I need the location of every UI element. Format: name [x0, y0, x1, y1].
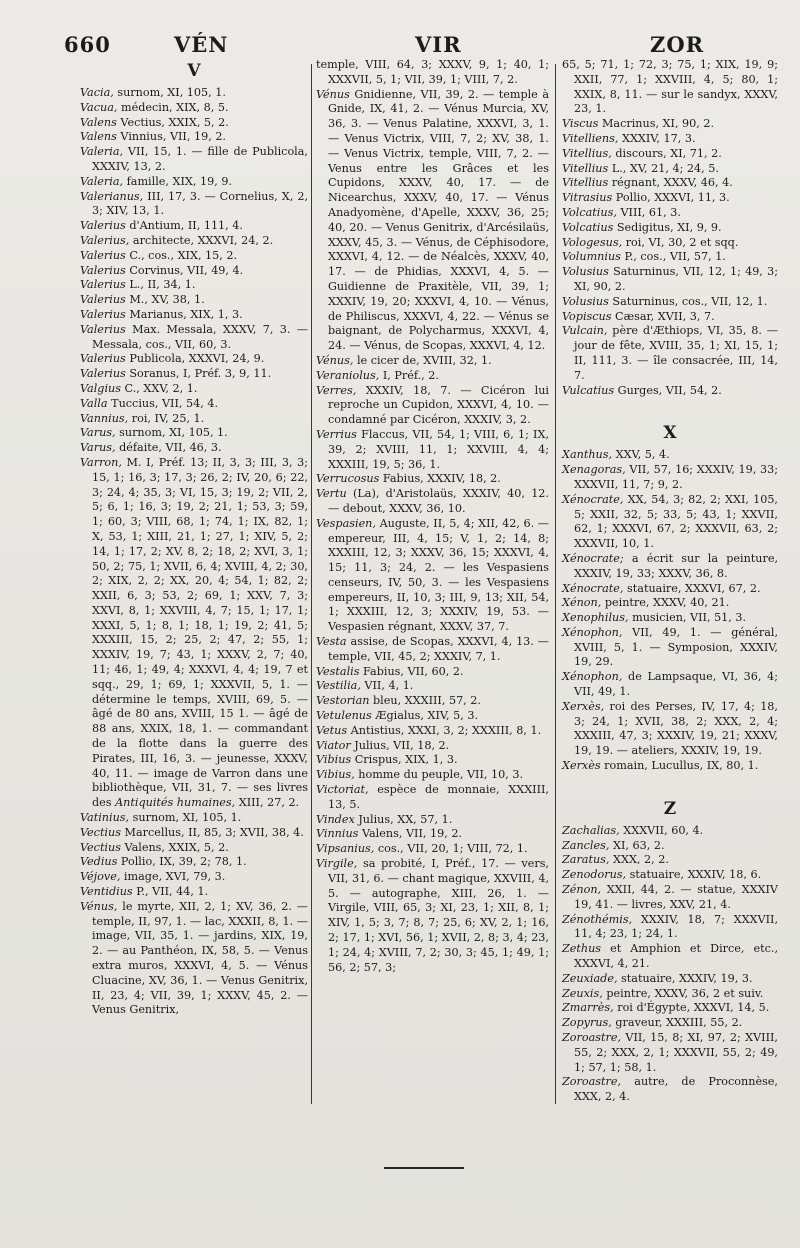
entry-references: Publicola, XXXVI, 24, 9. — [125, 352, 265, 366]
index-entry — [80, 826, 308, 841]
entry-term: Vindex — [316, 812, 355, 826]
entry-term: Zaratus, — [562, 853, 610, 867]
entry-term: Zénothémis, — [562, 912, 633, 926]
entry-references: 65, 5; 71, 1; 72, 3; 75, 1; XIX, 19, 9; XXII, 77, 1; XXVIII, 4, 5; 80, 1; XXIX, 8, 11. — sur le sandyx, XXXV, 23, 1. — [562, 58, 778, 116]
entry-term: Valerius — [80, 248, 126, 262]
entry-term: Vulcatius — [562, 383, 615, 397]
index-entry — [80, 278, 308, 293]
index-entry — [562, 759, 778, 774]
index-entry — [562, 463, 778, 493]
index-column-2 — [316, 58, 549, 975]
entry-references: peintre, XXXV, 36, 2 et suiv. — [602, 986, 764, 1000]
entry-term: Valerius — [80, 322, 126, 336]
entry-term: Valgius — [80, 381, 121, 395]
entry-term: Xenophilus, — [562, 611, 629, 625]
index-entry — [562, 972, 778, 987]
index-entry — [316, 635, 549, 665]
entry-term: Zenodorus, — [562, 868, 627, 882]
entry-references: XXXVII, 60, 4. — [619, 823, 704, 837]
entry-references: roi des Perses, IV, 17, 4; 18, 3; 24, 1; XVII, 38, 2; XXX, 2, 4; XXXIII, 47, 3; XXXIV, 19, 21; XXXV, 19, 19. — ateliers, XXXIV, 19, 19. — [574, 699, 778, 758]
entries-list — [562, 824, 778, 1105]
entry-term: Vitellius — [562, 176, 609, 190]
index-entry — [316, 813, 549, 828]
entry-term: Valens — [80, 130, 117, 144]
index-entry — [80, 382, 308, 397]
entry-references: bleu, XXXIII, 57, 2. — [369, 694, 481, 708]
entry-references: Macrinus, XI, 90, 2. — [598, 117, 715, 131]
entry-references: XXXIV, 18, 7; XXXVII, 11, 4; 23, 1; 24, 1. — [574, 912, 778, 941]
entry-term: Ventidius — [80, 885, 133, 899]
entry-references: Fabius, XXXIV, 18, 2. — [379, 472, 501, 486]
index-entry — [80, 441, 308, 456]
footer-rule — [384, 1167, 464, 1169]
entry-references: Pollio, IX, 39, 2; 78, 1. — [117, 855, 247, 869]
entry-references: VII, 4, 1. — [360, 679, 414, 693]
entry-references: père d'Æthiops, VI, 35, 8. — jour de fête, XVIII, 35, 1; XI, 15, 1; II, 111, 3. — île consacrée, III, 14, 7. — [574, 324, 778, 382]
index-entry — [562, 913, 778, 943]
entry-term: Zeuxis, — [562, 986, 603, 1000]
entry-term: Volumnius — [562, 250, 621, 264]
entry-references: VII, 49, 1. — général, XVIII, 5, 1. — Symposion, XXXIV, 19, 29. — [574, 625, 778, 669]
entry-term: Zénon, — [562, 883, 602, 897]
index-entry — [316, 739, 549, 754]
index-entry — [316, 724, 549, 739]
entry-references: XXX, 2, 2. — [609, 853, 669, 867]
index-entry — [562, 206, 778, 221]
entry-references: défaite, VII, 46, 3. — [115, 441, 222, 455]
entry-references: statuaire, XXXIV, 18, 6. — [626, 868, 762, 882]
entry-term: Vibius — [316, 753, 352, 767]
entry-references: espèce de monnaie, XXXIII, 13, 5. — [328, 783, 549, 811]
header-middle-keyword: VIR — [415, 32, 462, 57]
page-number: 660 — [64, 32, 111, 57]
index-entry — [562, 942, 778, 972]
index-entry — [80, 249, 308, 264]
index-entry — [562, 58, 778, 117]
entry-term: Valla — [80, 396, 108, 410]
index-entry — [316, 753, 549, 768]
index-entry — [562, 384, 778, 399]
index-entry — [316, 428, 549, 472]
index-entry — [80, 264, 308, 279]
entry-references: image, XVI, 79, 3. — [120, 870, 226, 884]
entry-term: Xénophon, — [562, 670, 623, 684]
entry-references: Sedigitus, XI, 9, 9. — [613, 220, 722, 234]
entry-references: surnom, XI, 105, 1. — [129, 811, 242, 825]
entry-references: régnant, XXXV, 46, 4. — [608, 176, 733, 190]
index-column-3 — [562, 58, 778, 1105]
index-entry — [562, 147, 778, 162]
index-entry — [80, 870, 308, 885]
entries-list — [562, 448, 778, 774]
index-entry — [562, 987, 778, 1002]
index-entry — [316, 827, 549, 842]
entry-term: Vatinius, — [80, 811, 130, 825]
entry-references: III, 17, 3. — Cornelius, X, 2, 3; XIV, 13, 1. — [92, 189, 308, 218]
index-entry — [80, 219, 308, 234]
entry-term: Valeria, — [80, 174, 124, 188]
index-entry — [80, 145, 308, 175]
index-entry — [316, 679, 549, 694]
index-entry — [316, 487, 549, 517]
entry-term: Vestilia, — [316, 679, 361, 693]
entry-references: surnom, XI, 105, 1. — [113, 86, 226, 99]
entry-term: Vitrasius — [562, 191, 613, 205]
entry-term: Volcatius, — [562, 205, 617, 219]
entry-references: C., XXV, 2, 1. — [121, 381, 198, 395]
entry-references: roi, VI, 30, 2 et sqq. — [622, 235, 739, 249]
entry-term: Varron, — [80, 455, 122, 469]
entry-term: Vopiscus — [562, 309, 612, 323]
index-entry — [80, 101, 308, 116]
entry-references: Valens, VII, 19, 2. — [358, 827, 462, 841]
entry-term: Xénon, — [562, 596, 602, 610]
index-entry — [80, 116, 308, 131]
index-entry — [80, 130, 308, 145]
index-entry — [562, 670, 778, 700]
header-left-keyword: VÉN — [174, 32, 229, 57]
entry-term: Viscus — [562, 117, 599, 131]
index-entry — [562, 883, 778, 913]
index-entry — [562, 1075, 778, 1105]
entry-references: d'Antium, II, 111, 4. — [125, 219, 243, 233]
entry-references: Soranus, I, Préf. 3, 9, 11. — [125, 367, 272, 381]
entry-term: Xénocrate; — [562, 551, 624, 565]
entry-references: Gurges, VII, 54, 2. — [614, 383, 722, 397]
entry-references: Corvinus, VII, 49, 4. — [125, 263, 244, 277]
index-entry — [80, 841, 308, 856]
entry-references: famille, XIX, 19, 9. — [123, 174, 233, 188]
section-letter-x: X — [663, 423, 677, 444]
index-entry — [80, 308, 308, 323]
index-entry — [80, 175, 308, 190]
entry-term: Volcatius — [562, 220, 614, 234]
entry-term: Xénophon, — [562, 625, 623, 639]
index-entry — [562, 868, 778, 883]
index-entry — [316, 369, 549, 384]
index-entry — [316, 842, 549, 857]
entry-term: Virgile, — [316, 857, 358, 871]
entry-references: Julius, VII, 18, 2. — [350, 738, 450, 752]
entry-references: cos., VII, 20, 1; VIII, 72, 1. — [374, 842, 528, 856]
entry-references: assise, de Scopas, XXXVI, 4, 13. — temple, VII, 45, 2; XXXIV, 7, 1. — [328, 635, 549, 663]
entry-term: Vénus, — [316, 353, 354, 367]
entry-term: Vespasien, — [316, 516, 376, 530]
entry-references: Crispus, XIX, 1, 3. — [351, 753, 458, 767]
entry-term: Valerius — [80, 293, 126, 307]
index-entry — [80, 367, 308, 382]
index-entry — [562, 448, 778, 463]
entry-references: architecte, XXXVI, 24, 2. — [129, 233, 274, 247]
entry-references: autre, de Proconnèse, XXX, 2, 4. — [574, 1075, 778, 1104]
entry-references: statuaire, XXXIV, 19, 3. — [617, 971, 753, 985]
index-entry — [562, 700, 778, 759]
entry-references: Valens, XXIX, 5, 2. — [120, 840, 229, 854]
entry-references: Julius, XX, 57, 1. — [354, 812, 453, 826]
index-entry — [80, 855, 308, 870]
index-entry — [562, 552, 778, 582]
index-entry — [562, 611, 778, 626]
entry-references: Cæsar, XVII, 3, 7. — [611, 309, 715, 323]
entry-references: le cicer de, XVIII, 32, 1. — [353, 353, 492, 367]
index-entry — [316, 665, 549, 680]
section-letter-v: V — [187, 61, 201, 81]
entry-term: Viator — [316, 738, 351, 752]
index-entry — [562, 250, 778, 265]
entry-term: Verres, — [316, 383, 357, 397]
entry-term: Vestorian — [316, 694, 370, 708]
entry-references: a écrit sur la peinture, XXXIV, 19, 33; XXXV, 36, 8. — [574, 551, 778, 580]
entry-term: Valerius — [80, 219, 126, 233]
entry-references: L., II, 34, 1. — [125, 278, 196, 292]
entry-references: temple, VIII, 64, 3; XXXV, 9, 1; 40, 1; XXXVII, 5, 1; VII, 39, 1; VIII, 7, 2. — [316, 58, 549, 86]
index-entry — [316, 857, 549, 975]
entry-references: M. I, Préf. 13; II, 3, 3; III, 3, 3; 15, 1; 16, 3; 17, 3; 26, 2; IV, 20, 6; 22, 3; 24, 4; 35, 3; VI, 15, 3; 19, 2; VII, 2, 5; 6, 1; 16, 3; 19, 2; 21, 1; 53, 3; 59, 1; 60, 3; VIII, 68, 1; 74, 1; IX, 82, 1; X, 53, 1; XIII, 21, 1; 27, 1; XIV, 5, 2; 14, 1; 17, 2; XV, 8, 2; 18, 2; XVI, 3, 1; 50, 2; 75, 1; XVII, 6, 4; XVIII, 4, 2; 30, 2; XIX, 2, 2; XX, 20, 4; 54, 1; 82, 2; XXII, 6, 3; 53, 2; 69, 1; XXV, 7, 3; XXVI, 8, 1; XXVIII, 4, 7; 15, 1; 17, 1; XXXI, 5, 1; 8, 1; 18, 1; 19, 2; 41, 5; XXXIII, 15, 2; 25, 2; 47, 2; 55, 1; XXXIV, 19, 7; 43, 1; XXXV, 2, 7; 40, 11; 46, 1; 49, 4; XXXVI, 4, 4; 19, 7 et sqq., 29, 1; 69, 1; XXXVII, 5, 1. — détermine le temps, XVIII, 69, 5. — âgé de 80 ans, XVIII, 15 1. — âgé de 88 ans, XXIX, 18, 1. — commandant de la flotte dans la guerre des Pirates, III, 16, 3. — jeunesse, XXXV, 40, 11. — image de Varron dans une bibliothèque, VII, 31, 7. — ses livres des — [92, 455, 308, 810]
entry-references: Pollio, XXXVI, 11, 3. — [612, 191, 730, 205]
entry-references: Auguste, II, 5, 4; XII, 42, 6. — empereur, III, 4, 15; V, 1, 2; 14, 8; XXXIII, 12, 3; XXXV, 36, 15; XXXVI, 4, 15; 11, 3; 24, 2. — les Vespasiens censeurs, IV, 50, 3. — les Vespasiens empereurs, II, 10, 3; III, 9, 13; XII, 54, 1; XXXIII, 12, 3; XXXIV, 19, 53. — Vespasien régnant, XXXV, 37, 7. — [328, 516, 549, 634]
entry-term: Zmarrès, — [562, 1001, 614, 1015]
index-entry — [562, 324, 778, 383]
index-entry — [80, 426, 308, 441]
entry-references: homme du peuple, VII, 10, 3. — [354, 768, 524, 782]
index-entry — [80, 456, 308, 811]
entry-references: Ægialus, XIV, 5, 3. — [371, 709, 479, 723]
entries-list — [316, 58, 549, 975]
entry-references: XI, 63, 2. — [609, 838, 665, 852]
entry-term: Volusius — [562, 265, 609, 279]
entry-references: XXXIV, 18, 7. — Cicéron lui reproche un Cupidon, XXXVI, 4, 10. — condamné par Cicéron, XXXIV, 3, 2. — [328, 383, 549, 427]
entry-term: Volusius — [562, 294, 609, 308]
entry-references: statuaire, XXXVI, 67, 2. — [623, 581, 761, 595]
index-entry — [562, 176, 778, 191]
entry-references: surnom, XI, 105, 1. — [115, 426, 228, 440]
entry-references: Tuccius, VII, 54, 4. — [107, 396, 219, 410]
index-entry — [562, 117, 778, 132]
index-entry — [562, 839, 778, 854]
entry-term: Vertu — [316, 487, 347, 501]
entry-term: Xerxès, — [562, 699, 605, 713]
entry-term: Valerianus, — [80, 189, 144, 203]
index-entry — [562, 310, 778, 325]
index-entry — [562, 626, 778, 670]
index-entry — [80, 86, 308, 101]
entry-references: XXXIV, 17, 3. — [618, 131, 696, 145]
entry-term: Veraniolus, — [316, 368, 380, 382]
index-entry — [316, 768, 549, 783]
entry-term: Valeria, — [80, 145, 124, 159]
index-entry — [316, 694, 549, 709]
entries-list — [562, 58, 778, 398]
entry-references: médecin, XIX, 8, 5. — [117, 100, 229, 114]
index-entry — [562, 493, 778, 552]
entry-references: M., XV, 38, 1. — [125, 293, 205, 307]
entry-term: Zoroastre, — [562, 1031, 622, 1045]
entry-term: Xanthus, — [562, 448, 613, 462]
entry-references: L., XV, 21, 4; 24, 5. — [608, 161, 719, 175]
entry-references: Marcellus, II, 85, 3; XVII, 38, 4. — [120, 825, 304, 839]
entry-references: et Amphion et Dirce, etc., XXXVI, 4, 21. — [574, 942, 778, 971]
entry-term: Xenagoras, — [562, 463, 626, 477]
entry-references: XX, 54, 3; 82, 2; XXI, 105, 5; XXII, 32, 5; 33, 5; 43, 1; XXVII, 62, 1; XXXVI, 67, 2; XXXVII, 63, 2; XXXVII, 10, 1. — [574, 492, 778, 551]
entry-term: Vipsanius, — [316, 842, 375, 856]
entry-term: Vologesus, — [562, 235, 623, 249]
entry-references: Vinnius, VII, 19, 2. — [116, 130, 226, 144]
entry-references: Fabius, VII, 60, 2. — [359, 664, 464, 678]
entry-term: Varus, — [80, 441, 116, 455]
entry-references: C., cos., XIX, 15, 2. — [125, 248, 238, 262]
entry-term: Zethus — [562, 942, 602, 956]
index-entry — [562, 295, 778, 310]
index-entry — [316, 58, 549, 88]
index-entry — [80, 190, 308, 220]
entry-term: Verrius — [316, 427, 357, 441]
entry-term: Valerius — [80, 367, 126, 381]
header-right-keyword: ZOR — [650, 32, 705, 57]
entry-references: XXV, 5, 4. — [612, 448, 670, 462]
entry-work-title: Antiquités humaines, — [115, 796, 236, 810]
index-entry — [562, 1016, 778, 1031]
entry-term: Véjove, — [80, 870, 121, 884]
index-entry — [316, 517, 549, 635]
entry-term: Vitellius, — [562, 146, 612, 160]
entry-references: VIII, 61, 3. — [616, 205, 681, 219]
entry-term: Valerius — [80, 307, 126, 321]
entry-references: VII, 15, 1. — fille de Publicola, XXXIV, 13, 2. — [92, 145, 308, 173]
entry-term: Vitelliens, — [562, 131, 619, 145]
index-entry — [562, 191, 778, 206]
entry-term: Xerxès — [562, 759, 601, 773]
index-entry — [316, 783, 549, 813]
entry-term: Zoroastre, — [562, 1075, 622, 1089]
entry-references: I, Préf., 2. — [379, 368, 439, 382]
entry-references: Antistius, XXXI, 3, 2; XXXIII, 8, 1. — [347, 723, 542, 737]
entry-term: Valerius — [80, 278, 126, 292]
index-entry — [562, 1031, 778, 1075]
index-entry — [562, 265, 778, 295]
entry-term: Vinnius — [316, 827, 359, 841]
entry-term: Vacua, — [80, 100, 118, 114]
index-column-1 — [80, 58, 308, 1018]
index-entry — [80, 323, 308, 353]
index-entry — [562, 582, 778, 597]
index-entry — [80, 412, 308, 427]
entry-references: VII, 57, 16; XXXIV, 19, 33; XXXVII, 11, 7; 9, 2. — [574, 463, 778, 491]
entry-term: Zopyrus, — [562, 1016, 612, 1030]
index-entry — [80, 352, 308, 367]
index-entry — [562, 221, 778, 236]
index-entry — [316, 354, 549, 369]
entry-term: Valerius — [80, 263, 126, 277]
entry-references: de Lampsaque, VI, 36, 4; VII, 49, 1. — [574, 670, 778, 699]
entry-term: Vectius — [80, 825, 121, 839]
entry-references: P., VII, 44, 1. — [132, 885, 209, 899]
index-entry — [562, 1001, 778, 1016]
entry-references: Saturninus, VII, 12, 1; 49, 3; XI, 90, 2. — [574, 265, 778, 293]
entry-references: Vectius, XXIX, 5, 2. — [116, 115, 229, 129]
entry-references: (La), d'Aristolaüs, XXXIV, 40, 12. — debout, XXXV, 36, 10. — [328, 487, 549, 515]
entry-references: peintre, XXXV, 40, 21. — [601, 596, 730, 610]
index-entry — [80, 811, 308, 826]
index-entry — [562, 236, 778, 251]
index-entry — [80, 234, 308, 249]
entry-references: Flaccus, VII, 54, 1; VIII, 6, 1; IX, 39, 2; XVIII, 11, 1; XXVIII, 4, 4; XXXIII, 19, 5; 36, 1. — [328, 427, 549, 471]
entry-term: Vulcain, — [562, 324, 608, 338]
entry-term: Vitellius — [562, 161, 609, 175]
entry-references: roi d'Égypte, XXXVI, 14, 5. — [613, 1001, 770, 1015]
entry-references: Max. Messala, XXXV, 7, 3. — Messala, cos., VII, 60, 3. — [92, 322, 308, 351]
entry-term: Vannius, — [80, 411, 129, 425]
entry-term: Xénocrate, — [562, 581, 624, 595]
entry-term: Vectius — [80, 840, 121, 854]
entry-term: Xénocrate, — [562, 492, 624, 506]
entry-references: sa probité, I, Préf., 17. — vers, VII, 31, 6. — chant magique, XXVIII, 4, 5. — autographe, XIII, 26, 1. — Virgile, VIII, 65, 3; XI, 23, 1; XII, 8, 1; XIV, 1, 5; 3, 7; 8, 7; 25, 6; XV, 2, 1; 16, 2; 17, 1; XVI, 56, 1; XVII, 2, 8; 3, 4; 23, 1; 24, 4; XVIII, 7, 2; 30, 3; 45, 1; 49, 1; 56, 2; 57, 3; — [328, 857, 549, 974]
index-entry — [562, 853, 778, 868]
entry-term: Vetulenus — [316, 709, 372, 723]
entry-term: Varus, — [80, 426, 116, 440]
entry-references: graveur, XXXIII, 55, 2. — [611, 1016, 743, 1030]
section-letter-z: Z — [663, 798, 677, 819]
column-divider-right — [555, 64, 556, 1104]
entry-term: Verrucosus — [316, 472, 380, 486]
entry-term: Vibius, — [316, 768, 355, 782]
index-entry — [316, 709, 549, 724]
index-entry — [80, 293, 308, 308]
entry-references: Marianus, XIX, 1, 3. — [125, 307, 243, 321]
entry-term: Zancles, — [562, 838, 610, 852]
index-entry — [562, 596, 778, 611]
entry-references: romain, Lucullus, IX, 80, 1. — [600, 759, 759, 773]
entry-term: Valens — [80, 115, 117, 129]
index-entry — [80, 885, 308, 900]
entries-list — [80, 86, 308, 1018]
index-entry — [562, 162, 778, 177]
entry-term: Vesta — [316, 635, 347, 649]
entry-references: Saturninus, cos., VII, 12, 1. — [608, 294, 768, 308]
entry-term: Valerius — [80, 352, 126, 366]
index-entry — [80, 900, 308, 1018]
entry-term: Vénus, — [80, 899, 118, 913]
index-entry — [80, 397, 308, 412]
entry-term: Vacia, — [80, 86, 114, 99]
entry-term: Zeuxiade, — [562, 971, 618, 985]
entry-references-tail: XIII, 27, 2. — [235, 796, 300, 810]
entry-term: Victoriat, — [316, 783, 369, 797]
entry-references: Gnidienne, VII, 39, 2. — temple à Gnide, IX, 41, 2. — Vénus Murcia, XV, 36, 3. — Venus Palatine, XXXVI, 3, 1. — Venus Victrix, VIII, 7, 2; XV, 38, 1. — Venus Victrix, temple, VIII, 7, 2. — Venus entre les Grâces et les Cupidons, XXXV, 40, 17. — de Nicearchus, XXXV, 40, 17. — Vénus Anadyomène, d'Apelle, XXXV, 36, 25; 40, 20. — Venus Genitrix, d'Arcésilaüs, XXXV, 45, 3. — Vénus, de Céphisodore, XXXVI, 4, 12. — de Néalcès, XXXV, 40, 17. — de Phidias, XXXVI, 4, 5. — Guidienne de Praxitèle, VII, 39, 1; XXXIV, 19, 20; XXXVI, 4, 10. — Vénus, de Philiscus, XXXVI, 4, 22. — Vénus se baignant, de Polycharmus, XXXVI, 4, 24. — Vénus, de Scopas, XXXVI, 4, 12. — [328, 87, 549, 353]
index-entry — [316, 88, 549, 354]
entry-references: le myrte, XII, 2, 1; XV, 36, 2. — temple, II, 97, 1. — lac, XXXII, 8, 1. — image, VII, 35, 1. — jardins, XIX, 19, 2. — au Panthéon, IX, 58, 5. — Venus extra muros, XXXVI, 4, 5. — Vénus Cluacine, XV, 36, 1. — Venus Genitrix, II, 23, 4; VII, 39, 1; XXXV, 45, 2. — Venus Genitrix, — [92, 899, 308, 1017]
index-entry — [562, 132, 778, 147]
entry-term: Vedius — [80, 855, 118, 869]
entry-references: XXII, 44, 2. — statue, XXXIV 19, 41. — livres, XXV, 21, 4. — [574, 883, 778, 911]
entry-term: Vestalis — [316, 664, 360, 678]
index-entry — [316, 472, 549, 487]
index-entry — [562, 824, 778, 839]
entry-references: VII, 15, 8; XI, 97, 2; XVIII, 55, 2; XXX, 2, 1; XXXVII, 55, 2; 49, 1; 57, 1; 58, 1. — [574, 1031, 778, 1074]
column-divider-left — [311, 64, 312, 1104]
entry-term: Vénus — [316, 87, 350, 101]
entry-term: Zachalias, — [562, 823, 620, 837]
entry-references: musicien, VII, 51, 3. — [628, 611, 747, 625]
entry-references: P., cos., VII, 57, 1. — [620, 250, 726, 264]
entry-references: discours, XI, 71, 2. — [611, 146, 722, 160]
entry-term: Valerius, — [80, 233, 130, 247]
entry-term: Vetus — [316, 723, 348, 737]
entry-references: roi, IV, 25, 1. — [128, 411, 205, 425]
index-entry — [316, 384, 549, 428]
